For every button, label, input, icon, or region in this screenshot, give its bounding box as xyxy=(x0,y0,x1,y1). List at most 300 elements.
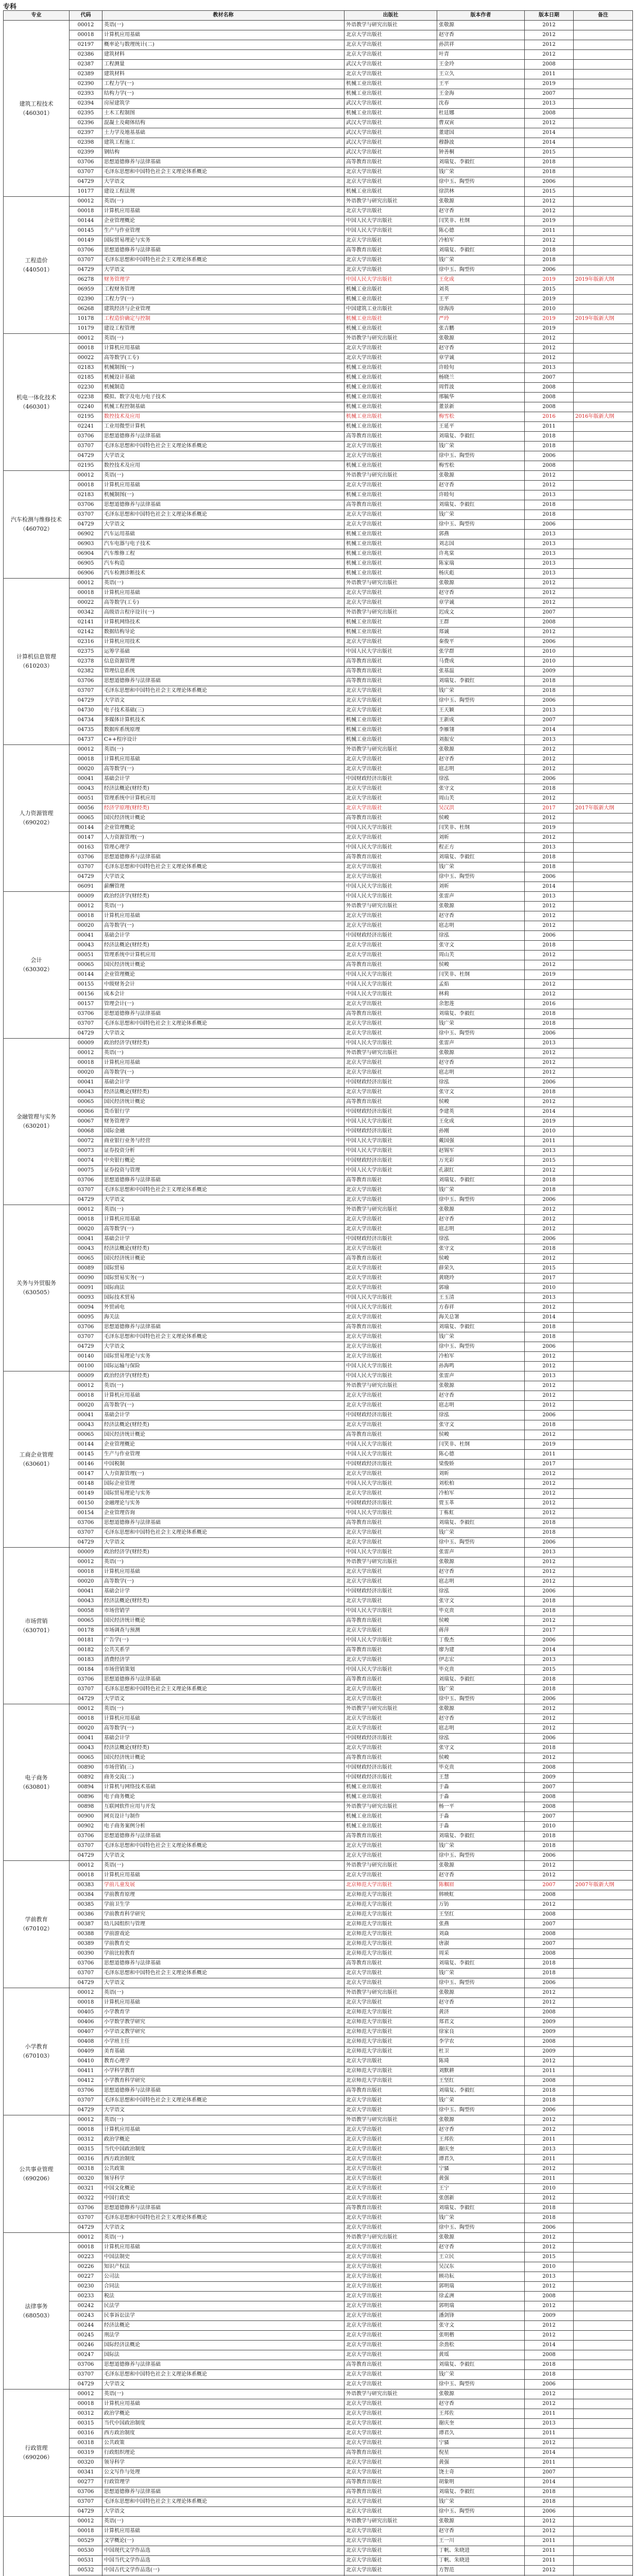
publisher: 北京大学出版社 xyxy=(345,2184,437,2194)
table-row xyxy=(4,1880,633,1890)
author: 吴汉东 xyxy=(437,2262,525,2272)
course-code: 00388 xyxy=(70,1929,102,1939)
note xyxy=(574,647,633,657)
course-code: 00312 xyxy=(70,2409,102,2419)
table-row xyxy=(4,216,633,226)
publisher: 高等教育出版社 xyxy=(345,2360,437,2370)
edition-year: 2011 xyxy=(525,422,574,432)
table-row xyxy=(4,1998,633,2008)
note xyxy=(574,138,633,148)
publisher: 北京大学出版社 xyxy=(345,481,437,490)
course-code: 00020 xyxy=(70,1068,102,1078)
note xyxy=(574,1577,633,1587)
edition-year: 2012 xyxy=(525,1714,574,1724)
course-code: 00091 xyxy=(70,1283,102,1293)
note xyxy=(574,236,633,246)
author: 陈心德 xyxy=(437,1450,525,1460)
course-name: 工业用微型计算机 xyxy=(102,422,345,432)
edition-year: 2008 xyxy=(525,1949,574,1959)
note xyxy=(574,1969,633,1978)
note xyxy=(574,2546,633,2556)
note xyxy=(574,931,633,941)
note xyxy=(574,960,633,970)
note xyxy=(574,696,633,706)
table-row xyxy=(4,79,633,89)
note xyxy=(574,490,633,500)
publisher: 中国人民大学出版社 xyxy=(345,1117,437,1127)
edition-year: 2018 xyxy=(525,1675,574,1685)
edition-year: 2012 xyxy=(525,1509,574,1518)
note xyxy=(574,265,633,275)
edition-year: 2011 xyxy=(525,2409,574,2419)
course-name: 英语(一) xyxy=(102,334,345,344)
author: 徐泓 xyxy=(437,774,525,784)
publisher: 北京大学出版社 xyxy=(345,1538,437,1548)
table-row xyxy=(4,2252,633,2262)
course-name: 当代中国政治制度 xyxy=(102,2419,345,2429)
author: 张敬源 xyxy=(437,1205,525,1215)
course-name: 中国当代文学作品选 xyxy=(102,2556,345,2566)
course-code: 04729 xyxy=(70,2223,102,2233)
course-name: 电子商务概论 xyxy=(102,1792,345,1802)
table-row xyxy=(4,2438,633,2448)
publisher: 中国人民大学出版社 xyxy=(345,1479,437,1489)
author: 张敬源 xyxy=(437,2115,525,2125)
author: 穆静波 xyxy=(437,138,525,148)
course-name: 毛泽东思想和中国特色社会主义理论体系概论 xyxy=(102,862,345,872)
edition-year: 2007 xyxy=(525,716,574,725)
note xyxy=(574,833,633,843)
author: 王平 xyxy=(437,295,525,304)
edition-year: 2011 xyxy=(525,2429,574,2438)
note xyxy=(574,1146,633,1156)
publisher: 北京大学出版社 xyxy=(345,872,437,882)
major-code: （630201） xyxy=(20,1123,53,1129)
note xyxy=(574,1978,633,1988)
author: 郭瑜 xyxy=(437,1283,525,1293)
note xyxy=(574,344,633,353)
author: 钱广荣 xyxy=(437,862,525,872)
publisher: 高等教育出版社 xyxy=(345,814,437,823)
note xyxy=(574,1371,633,1381)
note xyxy=(574,1753,633,1763)
publisher: 北京大学出版社 xyxy=(345,520,437,530)
course-code: 00178 xyxy=(70,1626,102,1636)
note xyxy=(574,618,633,628)
author: 周采 xyxy=(437,1949,525,1959)
table-row xyxy=(4,1724,633,1734)
table-row xyxy=(4,1078,633,1088)
table-row xyxy=(4,1557,633,1567)
table-row xyxy=(4,765,633,774)
publisher: 高等教育出版社 xyxy=(345,1254,437,1264)
course-name: 国民经济统计概论 xyxy=(102,1753,345,1763)
table-row xyxy=(4,40,633,50)
note xyxy=(574,1440,633,1450)
publisher: 机械工业出版社 xyxy=(345,569,437,579)
course-code: 00041 xyxy=(70,1078,102,1088)
table-row xyxy=(4,2047,633,2057)
course-name: 经济法概论(财经类) xyxy=(102,941,345,951)
author: 刘振安 xyxy=(437,735,525,745)
course-name: 信息资源管理 xyxy=(102,657,345,667)
course-name: 大学语文 xyxy=(102,2106,345,2115)
publisher: 机械工业出版社 xyxy=(345,1822,437,1832)
course-code: 00012 xyxy=(70,1205,102,1215)
publisher: 北京大学出版社 xyxy=(345,2174,437,2184)
table-row xyxy=(4,2037,633,2047)
note xyxy=(574,823,633,833)
course-code: 00144 xyxy=(70,216,102,226)
note xyxy=(574,539,633,549)
table-row xyxy=(4,2106,633,2115)
author: 钱广荣 xyxy=(437,686,525,696)
course-name: 计算机应用基础 xyxy=(102,911,345,921)
edition-year: 2006 xyxy=(525,872,574,882)
publisher: 北京大学出版社 xyxy=(345,2546,437,2556)
author: 钱广荣 xyxy=(437,510,525,520)
note xyxy=(574,207,633,216)
major-cell xyxy=(4,745,70,892)
course-name: 工程财务管理 xyxy=(102,285,345,295)
table-row xyxy=(4,490,633,500)
course-code: 00041 xyxy=(70,1734,102,1743)
course-code: 00018 xyxy=(70,1567,102,1577)
author: 侯峻 xyxy=(437,960,525,970)
publisher: 机械工业出版社 xyxy=(345,628,437,637)
table-row xyxy=(4,344,633,353)
publisher: 中国人民大学出版社 xyxy=(345,970,437,980)
note xyxy=(574,2507,633,2517)
publisher: 中国人民大学出版社 xyxy=(345,1371,437,1381)
table-row xyxy=(4,637,633,647)
table-row xyxy=(4,1655,633,1665)
course-code: 00065 xyxy=(70,1430,102,1440)
note xyxy=(574,1920,633,1929)
course-code: 02195 xyxy=(70,412,102,422)
table-row xyxy=(4,1146,633,1156)
table-row xyxy=(4,921,633,931)
course-code: 00018 xyxy=(70,911,102,921)
course-code: 02390 xyxy=(70,295,102,304)
table-row xyxy=(4,1763,633,1773)
course-code: 03707 xyxy=(70,1332,102,1342)
course-name: 思想道德修养与法律基础 xyxy=(102,1323,345,1332)
note xyxy=(574,1479,633,1489)
edition-year: 2012 xyxy=(525,960,574,970)
note xyxy=(574,1861,633,1871)
course-name: 中央银行概论 xyxy=(102,1156,345,1166)
edition-year: 2018 xyxy=(525,1019,574,1029)
author: 钱广荣 xyxy=(437,167,525,177)
course-code: 02197 xyxy=(70,40,102,50)
publisher: 北京大学出版社 xyxy=(345,2057,437,2066)
note xyxy=(574,1039,633,1048)
author: 王化成 xyxy=(437,1117,525,1127)
table-row xyxy=(4,970,633,980)
edition-year: 2015 xyxy=(525,285,574,295)
table-row xyxy=(4,510,633,520)
table-row xyxy=(4,2204,633,2213)
note xyxy=(574,559,633,569)
author: 钱广荣 xyxy=(437,2370,525,2380)
course-code: 00018 xyxy=(70,207,102,216)
note xyxy=(574,755,633,765)
course-name: C++程序设计 xyxy=(102,735,345,745)
course-name: 学前教育原理 xyxy=(102,1890,345,1900)
edition-year: 2018 xyxy=(525,1088,574,1097)
edition-year: 2012 xyxy=(525,1900,574,1910)
author: 赵守香 xyxy=(437,1998,525,2008)
table-row xyxy=(4,1381,633,1391)
course-code: 00390 xyxy=(70,1949,102,1959)
course-name: 网页设计与制作 xyxy=(102,1812,345,1822)
course-name: 行政组织理论 xyxy=(102,2448,345,2458)
publisher: 机械工业出版社 xyxy=(345,490,437,500)
publisher: 北京大学出版社 xyxy=(345,2321,437,2331)
publisher: 外语教学与研究出版社 xyxy=(345,579,437,588)
publisher: 机械工业出版社 xyxy=(345,1783,437,1792)
table-row xyxy=(4,1988,633,1998)
course-name: 政治经济学(财经类) xyxy=(102,1371,345,1381)
course-code: 00018 xyxy=(70,2527,102,2536)
course-name: 毛泽东思想和中国特色社会主义理论体系概论 xyxy=(102,1019,345,1029)
major-name: 工程造价 xyxy=(25,257,48,264)
publisher: 中国财政经济出版社 xyxy=(345,1156,437,1166)
note xyxy=(574,2497,633,2507)
course-name: 计算机应用基础 xyxy=(102,2527,345,2536)
note xyxy=(574,2292,633,2301)
course-code: 03707 xyxy=(70,2497,102,2507)
author: 王玉清 xyxy=(437,1293,525,1303)
publisher: 北京大学出版社 xyxy=(345,2370,437,2380)
author: 张敬源 xyxy=(437,1381,525,1391)
publisher: 武汉大学出版社 xyxy=(345,128,437,138)
edition-year: 2013 xyxy=(525,2145,574,2155)
edition-year: 2008 xyxy=(525,618,574,628)
author: 王一川 xyxy=(437,2536,525,2546)
edition-year: 2012 xyxy=(525,1704,574,1714)
table-row xyxy=(4,207,633,216)
course-code: 06902 xyxy=(70,530,102,539)
course-name: 毛泽东思想和中国特色社会主义理论体系概论 xyxy=(102,167,345,177)
note xyxy=(574,2409,633,2419)
note xyxy=(574,1323,633,1332)
edition-year: 2014 xyxy=(525,2448,574,2458)
course-name: 成本会计 xyxy=(102,990,345,999)
edition-year: 2011 xyxy=(525,2536,574,2546)
course-code: 00154 xyxy=(70,1509,102,1518)
note xyxy=(574,295,633,304)
author: 余劲松 xyxy=(437,2341,525,2350)
course-name: 商务交流(二) xyxy=(102,1773,345,1783)
note xyxy=(574,1430,633,1440)
course-name: 市场营销(三) xyxy=(102,1763,345,1773)
table-row xyxy=(4,1469,633,1479)
publisher: 高等教育出版社 xyxy=(345,2086,437,2096)
author: 王立久 xyxy=(437,70,525,79)
course-code: 10177 xyxy=(70,187,102,197)
edition-year: 2018 xyxy=(525,1743,574,1753)
note xyxy=(574,158,633,167)
table-row xyxy=(4,1773,633,1783)
edition-year: 2012 xyxy=(525,1871,574,1880)
course-code: 00319 xyxy=(70,2448,102,2458)
edition-year: 2012 xyxy=(525,2115,574,2125)
edition-year: 2012 xyxy=(525,814,574,823)
course-code: 10179 xyxy=(70,324,102,334)
note xyxy=(574,2272,633,2282)
course-code: 00065 xyxy=(70,1616,102,1626)
publisher: 北京大学出版社 xyxy=(345,951,437,960)
course-code: 03707 xyxy=(70,1841,102,1851)
edition-year: 2006 xyxy=(525,2380,574,2389)
note xyxy=(574,1107,633,1117)
table-row xyxy=(4,265,633,275)
page-title: 专科 xyxy=(3,3,17,11)
note xyxy=(574,2429,633,2438)
author: 郑君文 xyxy=(437,2018,525,2027)
note: 2016年版新大纲 xyxy=(574,412,633,422)
publisher: 中国人民大学出版社 xyxy=(345,1362,437,1371)
course-code: 00065 xyxy=(70,1753,102,1763)
course-code: 00012 xyxy=(70,2517,102,2527)
publisher: 外语教学与研究出版社 xyxy=(345,1205,437,1215)
edition-year: 2018 xyxy=(525,941,574,951)
course-code: 00041 xyxy=(70,1234,102,1244)
publisher: 北京大学出版社 xyxy=(345,1685,437,1694)
publisher: 北京师范大学出版社 xyxy=(345,1890,437,1900)
author: 张吉鹏 xyxy=(437,324,525,334)
edition-year: 2014 xyxy=(525,2341,574,2350)
edition-year: 2006 xyxy=(525,1851,574,1861)
table-row xyxy=(4,862,633,872)
edition-year: 2012 xyxy=(525,1577,574,1587)
author: 闫笑非、杜纲 xyxy=(437,1440,525,1450)
note xyxy=(574,2331,633,2341)
course-code: 00094 xyxy=(70,1303,102,1313)
course-name: 学前比较教育 xyxy=(102,1949,345,1959)
course-name: 小学班主任 xyxy=(102,2037,345,2047)
publisher: 高等教育出版社 xyxy=(345,1959,437,1969)
table-row xyxy=(4,70,633,79)
table-row xyxy=(4,2194,633,2204)
course-code: 00316 xyxy=(70,2429,102,2438)
course-code: 06278 xyxy=(70,275,102,285)
note xyxy=(574,990,633,999)
course-code: 00020 xyxy=(70,1225,102,1234)
author: 赵锡军 xyxy=(437,1146,525,1156)
major-name: 公共事业管理 xyxy=(19,2165,54,2173)
table-row xyxy=(4,60,633,70)
note xyxy=(574,1655,633,1665)
course-name: 基础会计学 xyxy=(102,1234,345,1244)
course-name: 当代中国政治制度 xyxy=(102,2145,345,2155)
course-name: 政治学概论 xyxy=(102,2135,345,2145)
note xyxy=(574,30,633,40)
author: 张明楷 xyxy=(437,2331,525,2341)
edition-year: 2012 xyxy=(525,1254,574,1264)
course-name: 国际经济法概论 xyxy=(102,2341,345,2350)
course-name: 电子技术基础(三) xyxy=(102,706,345,716)
note xyxy=(574,1812,633,1822)
note xyxy=(574,1988,633,1998)
edition-year: 2012 xyxy=(525,2399,574,2409)
course-name: 思想道德修养与法律基础 xyxy=(102,1675,345,1685)
course-code: 00020 xyxy=(70,765,102,774)
edition-year: 2012 xyxy=(525,911,574,921)
course-name: 毛泽东思想和中国特色社会主义理论体系概论 xyxy=(102,2096,345,2106)
table-row xyxy=(4,1225,633,1234)
course-name: 英语(一) xyxy=(102,1557,345,1567)
table-row xyxy=(4,1303,633,1313)
course-name: 财务管理学 xyxy=(102,275,345,285)
course-code: 02395 xyxy=(70,109,102,118)
publisher: 高等教育出版社 xyxy=(345,2204,437,2213)
author: 王金玲 xyxy=(437,60,525,70)
table-row xyxy=(4,2517,633,2527)
publisher: 中国财政经济出版社 xyxy=(345,931,437,941)
author: 于淼 xyxy=(437,1822,525,1832)
course-code: 04729 xyxy=(70,872,102,882)
edition-year: 2006 xyxy=(525,637,574,647)
course-code: 03707 xyxy=(70,167,102,177)
course-code: 00043 xyxy=(70,1743,102,1753)
note xyxy=(574,1293,633,1303)
author: 杨庆彪 xyxy=(437,569,525,579)
author: 孙海鸣 xyxy=(437,1362,525,1371)
table-row xyxy=(4,1714,633,1724)
edition-year: 2011 xyxy=(525,1450,574,1460)
course-name: 概率论与数理统计(二) xyxy=(102,40,345,50)
publisher: 高等教育出版社 xyxy=(345,1323,437,1332)
course-name: 国际贸易理论与实务 xyxy=(102,1352,345,1362)
edition-year: 2012 xyxy=(525,579,574,588)
publisher: 北京大学出版社 xyxy=(345,598,437,608)
note xyxy=(574,118,633,128)
note xyxy=(574,1117,633,1127)
edition-year: 2009 xyxy=(525,1773,574,1783)
table-row xyxy=(4,1362,633,1371)
course-name: 国际贸易实务(一) xyxy=(102,1274,345,1283)
note xyxy=(574,853,633,862)
author: 徐中玉、陶型传 xyxy=(437,451,525,461)
author: 刘瑞复、李毅红 xyxy=(437,853,525,862)
edition-year: 2018 xyxy=(525,2204,574,2213)
publisher: 北京大学出版社 xyxy=(345,1969,437,1978)
note xyxy=(574,2106,633,2115)
course-name: 经济法概论(财经类) xyxy=(102,1597,345,1606)
author: 徐中玉、陶型传 xyxy=(437,696,525,706)
major-name: 工商企业管理 xyxy=(19,1451,54,1458)
course-name: 汽车检测诊断技术 xyxy=(102,569,345,579)
publisher: 机械工业出版社 xyxy=(345,1812,437,1822)
course-code: 00041 xyxy=(70,1587,102,1597)
publisher: 北京大学出版社 xyxy=(345,2155,437,2164)
major-code: （630302） xyxy=(20,966,53,973)
author: 刘瑞复、李毅红 xyxy=(437,2360,525,2370)
publisher: 高等教育出版社 xyxy=(345,1675,437,1685)
course-code: 04729 xyxy=(70,2380,102,2389)
course-code: 06268 xyxy=(70,304,102,314)
author: 张守文 xyxy=(437,1597,525,1606)
note: 2019年版新大纲 xyxy=(574,314,633,324)
table-row xyxy=(4,628,633,637)
edition-year: 2012 xyxy=(525,1401,574,1411)
table-row xyxy=(4,1792,633,1802)
note xyxy=(574,2448,633,2458)
author: 万钫 xyxy=(437,1900,525,1910)
